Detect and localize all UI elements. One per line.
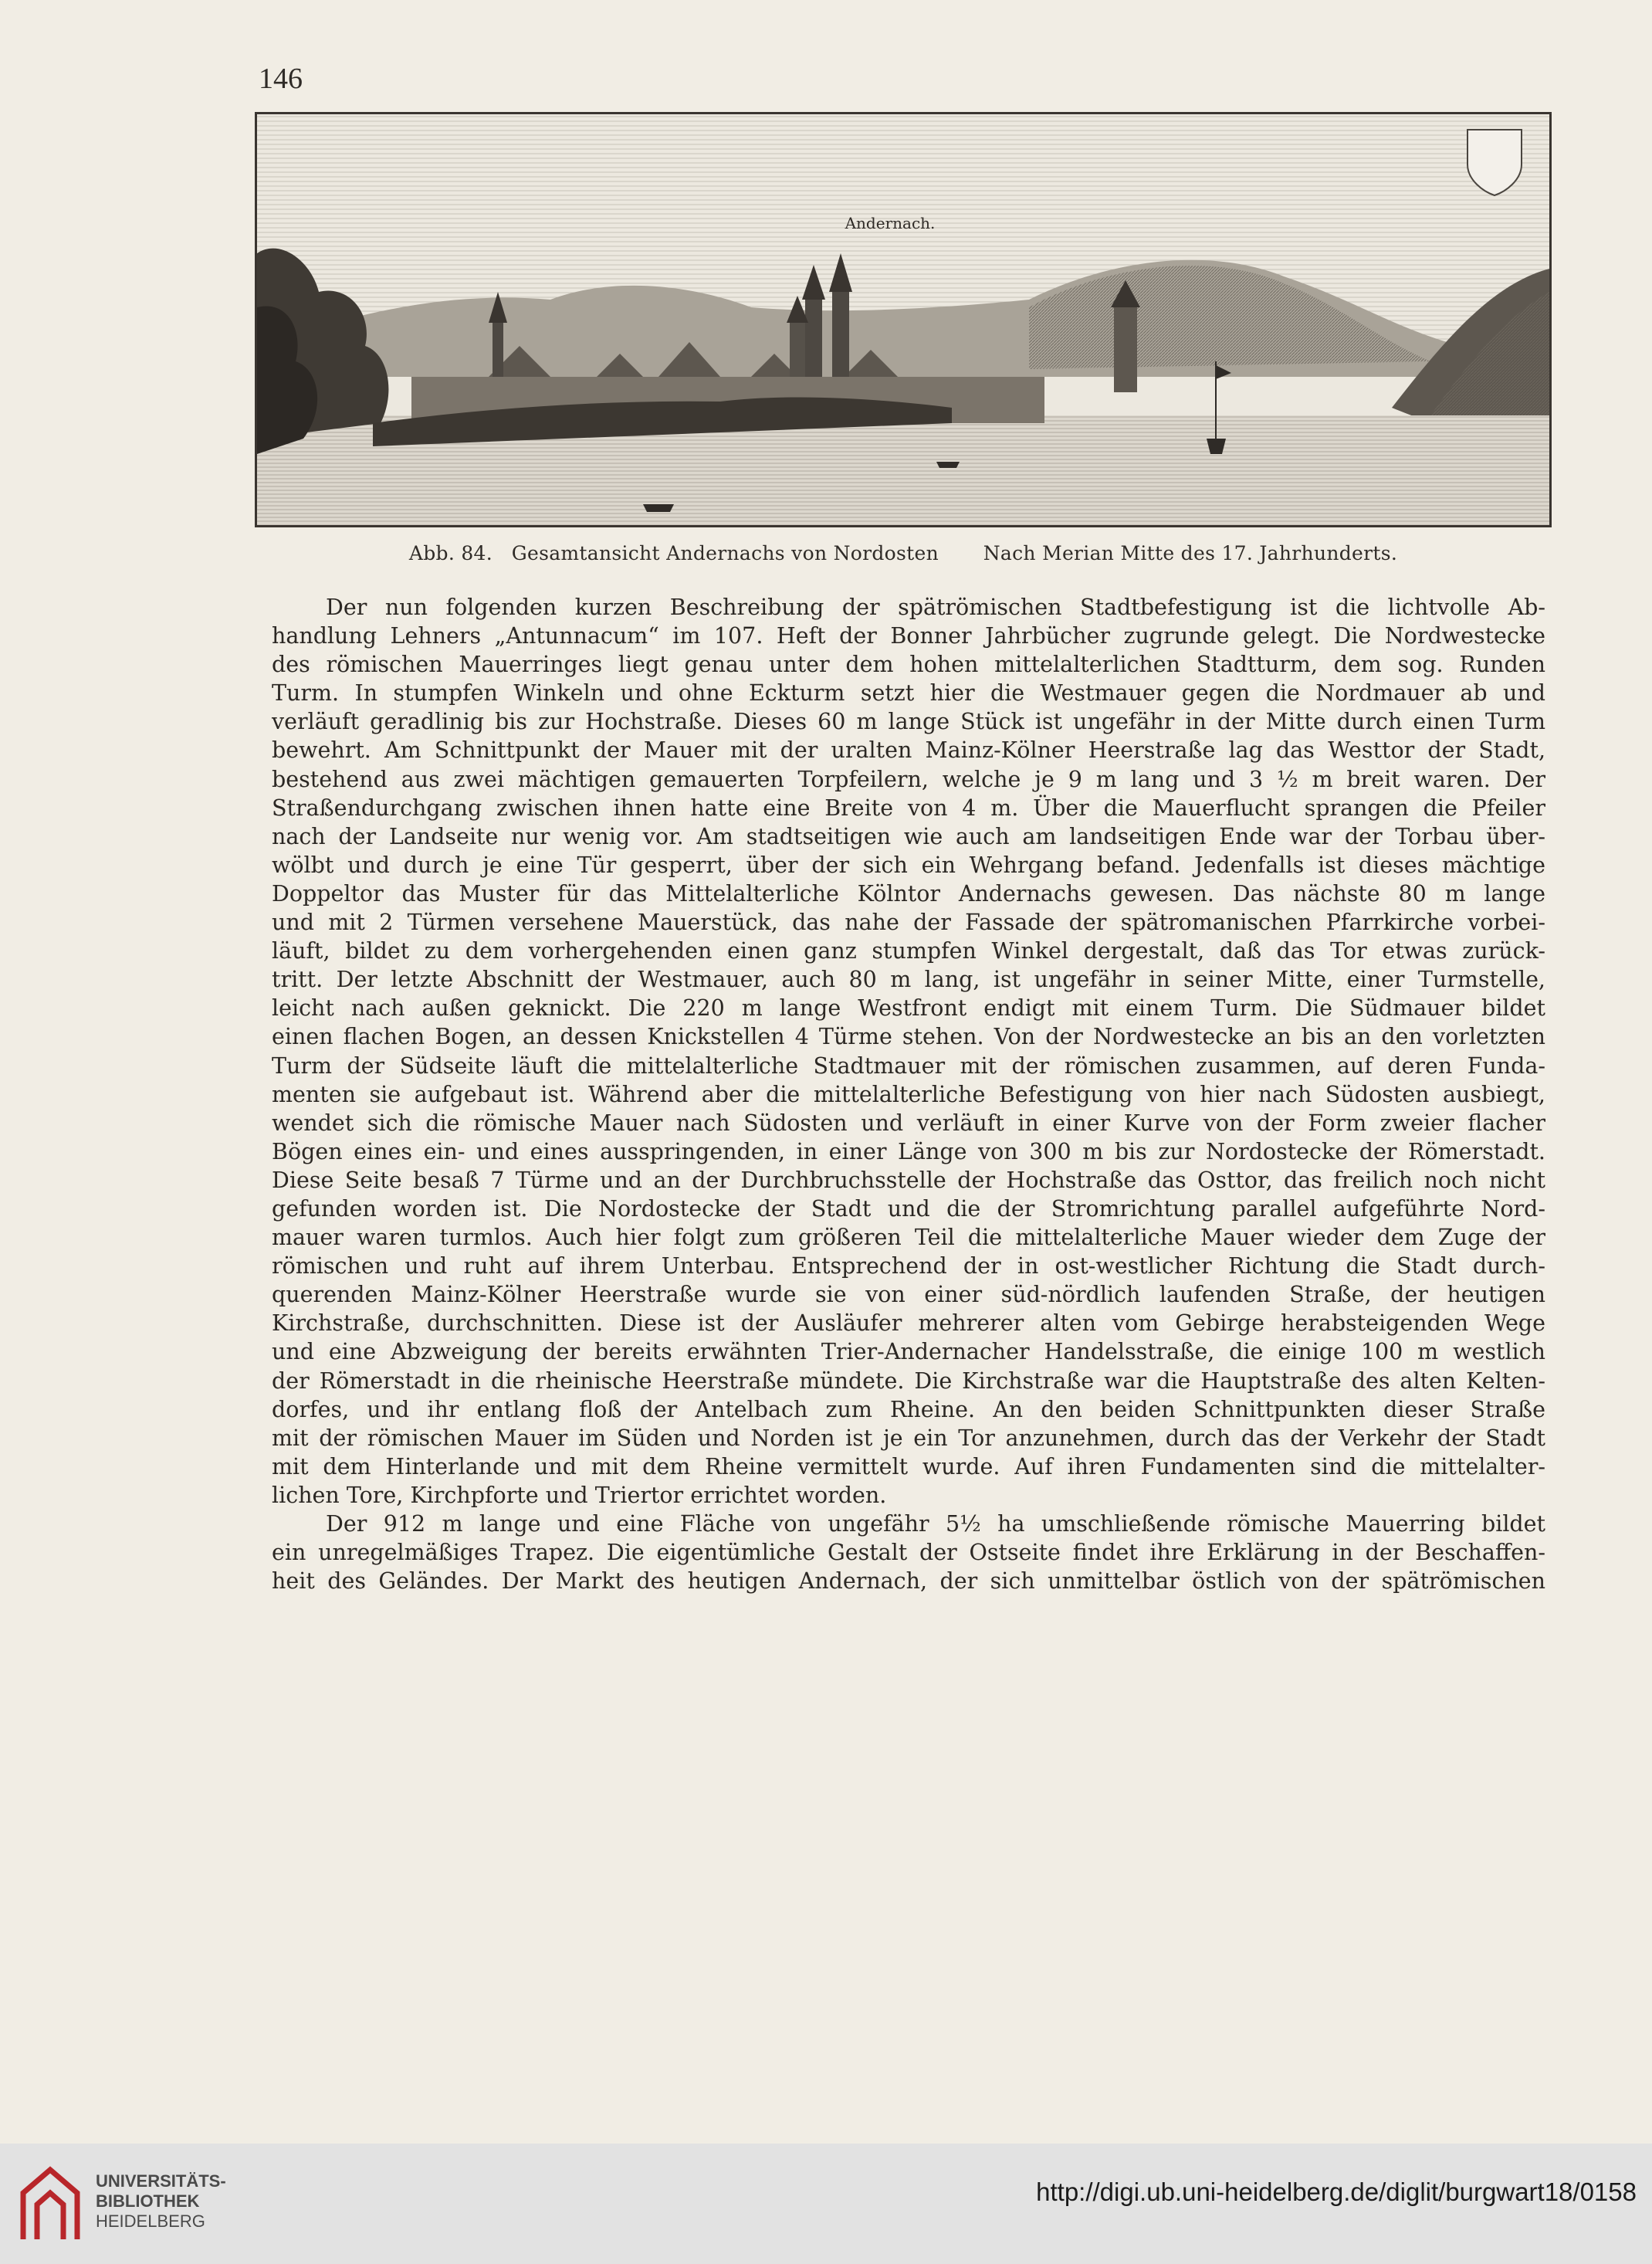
text-line: verläuft geradlinig bis zur Hochstraße. Dieses 60 m lange Stück ist ungefähr in der Mitte durch einen Turm bbox=[272, 709, 1545, 735]
university-library-logo-icon bbox=[15, 2162, 85, 2247]
body-text bbox=[272, 593, 1545, 1595]
text-line: handlung Lehners „Antunnacum“ im 107. Heft der Bonner Jahrbücher zugrunde gelegt. Die Nordwestecke bbox=[272, 623, 1545, 649]
text-line: Bögen eines ein- und eines ausspringenden, in einer Länge von 300 m bis zur Nordostecke der Römerstadt. bbox=[272, 1138, 1545, 1164]
text-line: menten sie aufgebaut ist. Während aber die mittelalterliche Befestigung von hier nach Südosten ausbiegt, bbox=[272, 1081, 1545, 1107]
library-name bbox=[96, 2171, 226, 2232]
text-line: der Römerstadt in die rheinische Heerstraße mündete. Die Kirchstraße war die Hauptstraße des alten Kelten- bbox=[272, 1368, 1545, 1394]
paragraph bbox=[272, 1510, 1545, 1595]
text-line: Kirchstraße, durchschnitten. Diese ist der Ausläufer mehrerer alten vom Gebirge herabsteigenden Wege bbox=[272, 1310, 1545, 1337]
engraving-figure bbox=[255, 112, 1552, 527]
text-line: gefunden worden ist. Die Nordostecke der Stadt und die der Stromrichtung parallel aufgeführte Nord- bbox=[272, 1195, 1545, 1222]
text-line: leicht nach außen geknickt. Die 220 m lange Westfront endigt mit einem Turm. Die Südmauer bildet bbox=[272, 995, 1545, 1022]
figure-caption: Abb. 84. Gesamtansicht Andernachs von Nordosten Nach Merian Mitte des 17. Jahrhunderts. bbox=[408, 542, 1398, 564]
andernach-panorama-illustration bbox=[257, 114, 1549, 525]
text-line: dorfes, und ihr entlang floß der Antelbach zum Rheine. An den beiden Schnittpunkten dieser Straße bbox=[272, 1396, 1545, 1422]
library-name-line: HEIDELBERG bbox=[96, 2211, 205, 2231]
text-line: Diese Seite besaß 7 Türme und an der Durchbruchsstelle der Hochstraße das Osttor, das freilich noch nicht bbox=[272, 1167, 1545, 1193]
text-line: und mit 2 Türmen versehene Mauerstück, das nahe der Fassade der spätromanischen Pfarrkirche vorbei- bbox=[272, 910, 1545, 936]
text-line: Turm. In stumpfen Winkeln und ohne Eckturm setzt hier die Westmauer gegen die Nordmauer ab und bbox=[272, 680, 1545, 707]
text-line: und eine Abzweigung der bereits erwähnten Trier-Andernacher Handelsstraße, die einige 100 m westlich bbox=[272, 1339, 1545, 1365]
text-line: einen flachen Bogen, an dessen Knickstellen 4 Türme stehen. Von der Nordwestecke an bis an den vorletzten bbox=[272, 1024, 1545, 1050]
text-line: römischen und ruht auf ihrem Unterbau. Entsprechend der in ost-westlicher Richtung die Stadt durch- bbox=[272, 1253, 1545, 1279]
text-line: Turm der Südseite läuft die mittelalterliche Stadtmauer mit der römischen zusammen, auf deren Funda- bbox=[272, 1052, 1545, 1079]
text-line: mauer waren turmlos. Auch hier folgt zum größeren Teil die mittelalterliche Mauer wieder dem Zuge der bbox=[272, 1225, 1545, 1251]
text-line: querenden Mainz-Kölner Heerstraße wurde sie von einer süd-nördlich laufenden Straße, der heutigen bbox=[272, 1282, 1545, 1308]
text-line: Doppeltor das Muster für das Mittelalterliche Kölntor Andernachs gewesen. Das nächste 80 m lange bbox=[272, 880, 1545, 907]
text-line: des römischen Mauerringes liegt genau unter dem hohen mittelalterlichen Stadtturm, dem sog. Runden bbox=[272, 652, 1545, 678]
source-url-link[interactable]: http://digi.ub.uni-heidelberg.de/diglit/burgwart18/0158 bbox=[1036, 2178, 1637, 2206]
text-line: nach der Landseite nur wenig vor. Am stadtseitigen wie auch am landseitigen Ende war der Torbau über- bbox=[272, 823, 1545, 849]
text-line: mit dem Hinterlande und mit dem Rheine vermittelt wurde. Auf ihren Fundamenten sind die mittelalter- bbox=[272, 1453, 1545, 1479]
text-line: bestehend aus zwei mächtigen gemauerten Torpfeilern, welche je 9 m lang und 3 ½ m breit waren. Der bbox=[272, 766, 1545, 792]
text-line: Straßendurchgang zwischen ihnen hatte eine Breite von 4 m. Über die Mauerflucht sprangen die Pfeiler bbox=[272, 795, 1545, 821]
library-name-line: UNIVERSITÄTS- bbox=[96, 2171, 226, 2191]
text-line: Der nun folgenden kurzen Beschreibung der spätrömischen Stadtbefestigung ist die lichtvolle Ab- bbox=[326, 595, 1545, 620]
text-line: tritt. Der letzte Abschnitt der Westmauer, auch 80 m lang, ist ungefähr in seiner Mitte, einer Turmstelle, bbox=[272, 967, 1545, 993]
engraving-title: Andernach. bbox=[845, 214, 936, 232]
text-line: mit der römischen Mauer im Süden und Norden ist je ein Tor anzunehmen, durch das der Verkehr der Stadt bbox=[272, 1425, 1545, 1451]
text-line: lichen Tore, Kirchpforte und Triertor errichtet worden. bbox=[272, 1482, 887, 1508]
text-line: heit des Geländes. Der Markt des heutigen Andernach, der sich unmittelbar östlich von der spätrömischen bbox=[272, 1568, 1545, 1595]
text-line: wölbt und durch je eine Tür gesperrt, über der sich ein Wehrgang befand. Jedenfalls ist dieses mächtige bbox=[272, 852, 1545, 878]
footer-bar bbox=[0, 2144, 1652, 2264]
text-line: Der 912 m lange und eine Fläche von ungefähr 5½ ha umschließende römische Mauerring bildet bbox=[326, 1511, 1545, 1537]
text-line: läuft, bildet zu dem vorhergehenden einen ganz stumpfen Winkel dergestalt, daß das Tor etwas zurück- bbox=[272, 938, 1545, 964]
text-line: bewehrt. Am Schnittpunkt der Mauer mit der uralten Mainz-Kölner Heerstraße lag das Westtor der Stadt, bbox=[272, 737, 1545, 764]
page-number: 146 bbox=[259, 63, 303, 95]
paragraph bbox=[272, 593, 1545, 1510]
text-line: wendet sich die römische Mauer nach Südosten und verläuft in einer Kurve von der Form zweier flacher bbox=[272, 1110, 1545, 1136]
library-name-line: BIBLIOTHEK bbox=[96, 2191, 200, 2211]
text-line: ein unregelmäßiges Trapez. Die eigentümliche Gestalt der Ostseite findet ihre Erklärung in der Beschaffen- bbox=[272, 1540, 1545, 1566]
